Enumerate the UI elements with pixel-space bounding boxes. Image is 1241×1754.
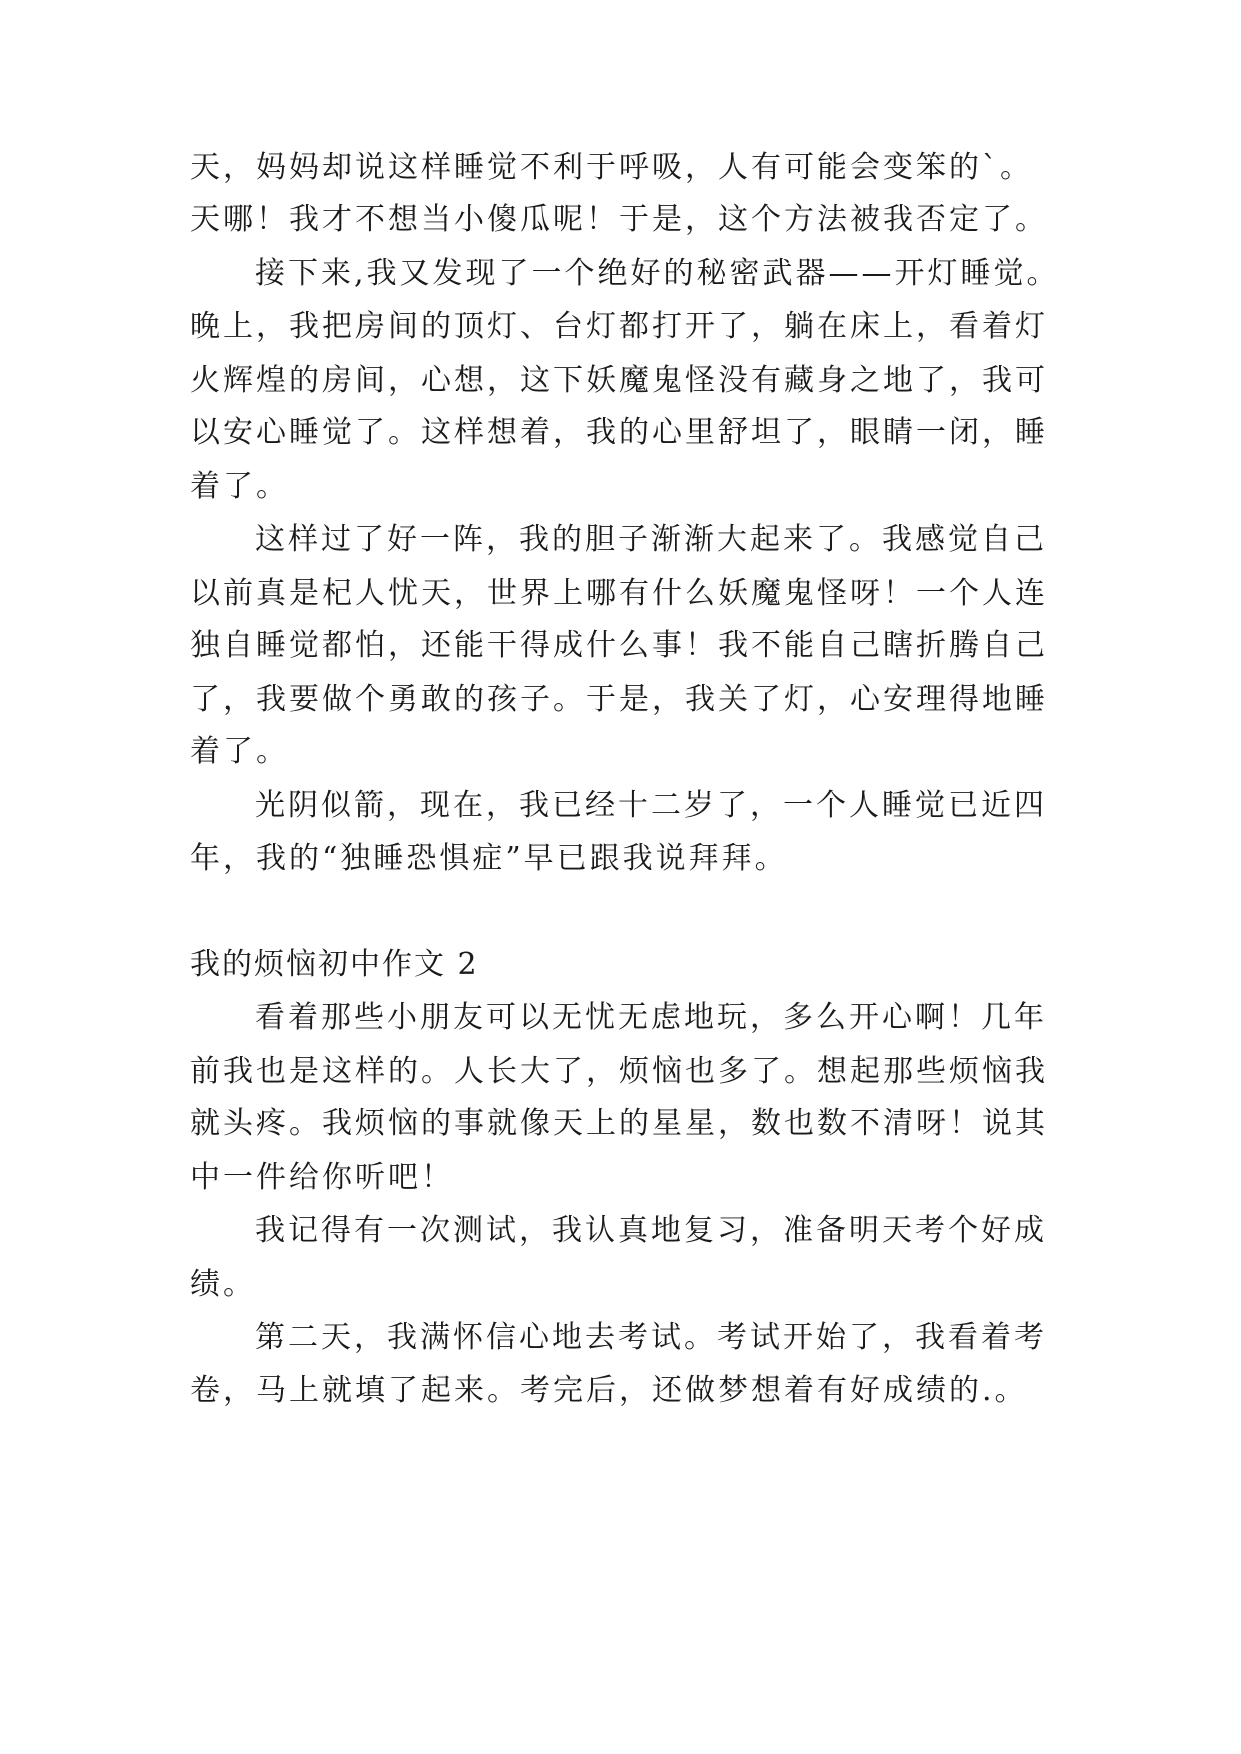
paragraph-first-line: 这样过了好一阵，我的胆子渐渐大起来了。我感觉自己 (255, 522, 1047, 557)
text-line: 前我也是这样的。人长大了，烦恼也多了。想起那些烦恼我 (190, 1054, 1048, 1089)
text-line: 卷，马上就填了起来。考完后，还做梦想着有好成绩的.。 (190, 1373, 1028, 1408)
text-line: 了，我要做个勇敢的孩子。于是，我关了灯，心安理得地睡 (190, 682, 1048, 717)
section-title: 我的烦恼初中作文 2 (190, 947, 479, 982)
text-line: 着了。 (190, 734, 289, 769)
text-line: 绩。 (190, 1267, 256, 1302)
text-line: 年，我的“独睡恐惧症”早已跟我说拜拜。 (190, 841, 788, 876)
paragraph-first-line: 第二天，我满怀信心地去考试。考试开始了，我看着考 (255, 1320, 1047, 1355)
text-line: 晚上，我把房间的顶灯、台灯都打开了，躺在床上，看着灯 (190, 309, 1048, 344)
text-line: 火辉煌的房间，心想，这下妖魔鬼怪没有藏身之地了，我可 (190, 363, 1048, 398)
paragraph-first-line: 我记得有一次测试，我认真地复习，准备明天考个好成 (255, 1213, 1047, 1248)
paragraph-first-line: 看着那些小朋友可以无忧无虑地玩，多么开心啊！几年 (255, 1000, 1047, 1035)
text-line: 着了。 (190, 469, 289, 504)
text-line: 就头疼。我烦恼的事就像天上的星星，数也数不清呀！说其 (190, 1106, 1048, 1141)
text-line: 天哪！我才不想当小傻瓜呢！于是，这个方法被我否定了。 (190, 202, 1048, 237)
text-line: 以前真是杞人忧天，世界上哪有什么妖魔鬼怪呀！一个人连 (190, 576, 1048, 611)
text-line: 中一件给你听吧！ (190, 1160, 454, 1195)
paragraph-first-line: 光阴似箭，现在，我已经十二岁了，一个人睡觉已近四 (255, 788, 1047, 823)
text-line: 独自睡觉都怕，还能干得成什么事！我不能自己瞎折腾自己 (190, 628, 1048, 663)
text-line: 以安心睡觉了。这样想着，我的心里舒坦了，眼睛一闭，睡 (190, 415, 1048, 450)
text-line: 天，妈妈却说这样睡觉不利于呼吸，人有可能会变笨的`。 (190, 150, 1033, 185)
paragraph-first-line: 接下来,我又发现了一个绝好的秘密武器——开灯睡觉。 (255, 256, 1060, 291)
